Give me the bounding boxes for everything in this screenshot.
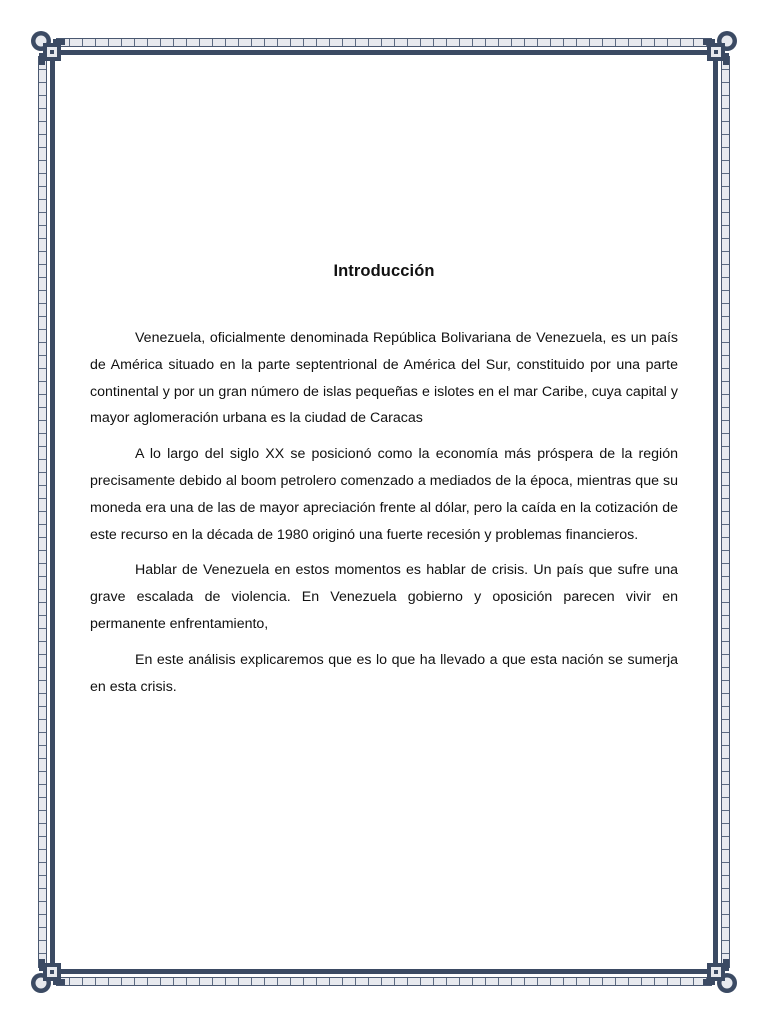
document-body [90,262,678,709]
paragraph: Venezuela, oficialmente denominada República Bolivariana de Venezuela, es un país de América situado en la parte septentrional de América del Sur, constituido por una parte continental y por un gran número de islas pequeñas e islotes en el mar Caribe, cuya capital y mayor aglomeración urbana es la ciudad de Caracas [90,330,678,427]
border-strip-right [721,56,730,968]
corner-ornament-icon [697,29,739,71]
page-title: Introducción [333,262,435,280]
border-bar-top [50,50,718,55]
border-bar-right [713,50,718,974]
paragraph: Hablar de Venezuela en estos momentos es hablar de crisis. Un país que sufre una grave escalada de violencia. En Venezuela gobierno y oposición parecen vivir en permanente enfrentamiento, [90,562,678,632]
corner-ornament-icon [29,953,71,995]
corner-ornament-icon [29,29,71,71]
border-strip-bottom [56,977,712,986]
border-bar-bottom [50,969,718,974]
border-bar-left [50,50,55,974]
corner-ornament-icon [697,953,739,995]
border-strip-top [56,38,712,47]
paragraph: En este análisis explicaremos que es lo que ha llevado a que esta nación se sumerja en esta crisis. [90,651,678,695]
border-strip-left [38,56,47,968]
paragraph: A lo largo del siglo XX se posicionó como la economía más próspera de la región precisamente debido al boom petrolero comenzado a mediados de la época, mientras que su moneda era una de las de mayor apreciación frente al dólar, pero la caída en la cotización de este recurso en la década de 1980 originó una fuerte recesión y problemas financieros. [90,446,678,543]
